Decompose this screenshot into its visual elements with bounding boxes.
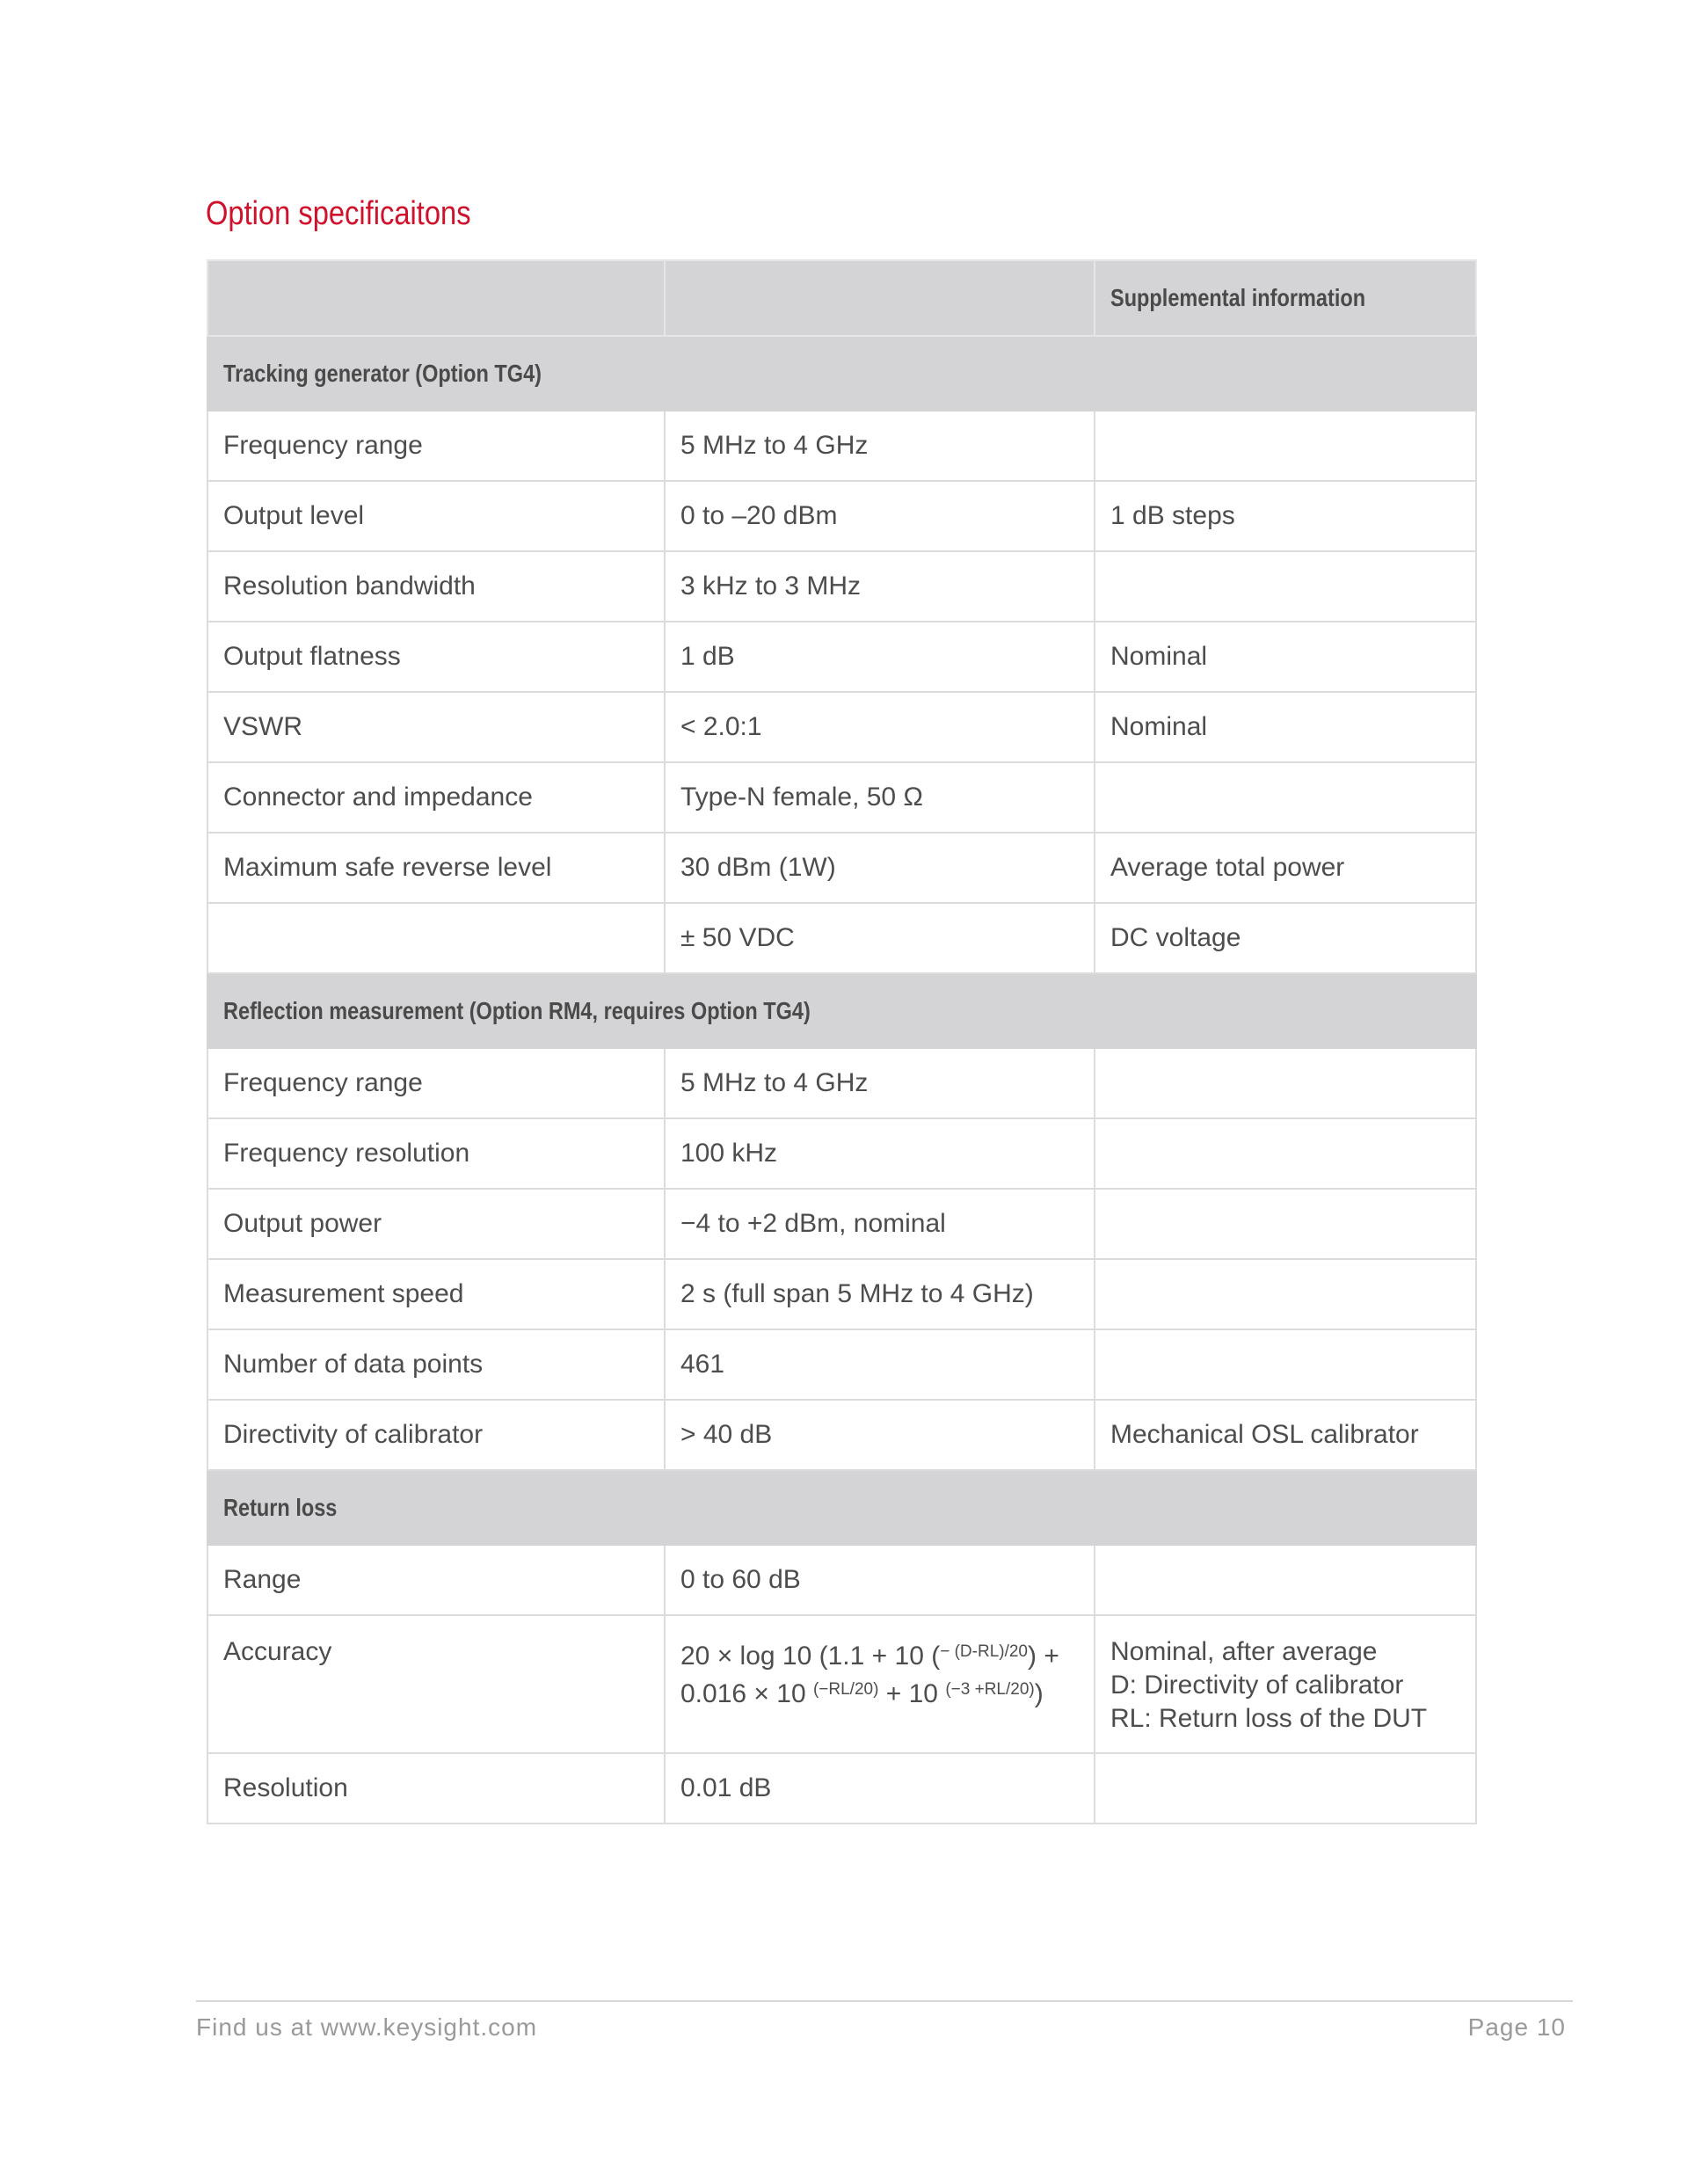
- table-row: [207, 481, 1476, 551]
- section-heading: [207, 336, 1476, 411]
- formula-part: 0.016 × 10: [680, 1679, 813, 1708]
- note-line: RL: Return loss of the DUT: [1110, 1704, 1428, 1733]
- value-cell: 0 to –20 dBm: [665, 481, 1095, 551]
- formula-part: + 10: [878, 1679, 946, 1708]
- value-cell: 0 to 60 dB: [665, 1545, 1095, 1615]
- supplemental-cell: Average total power: [1095, 833, 1476, 903]
- footer-website[interactable]: Find us at www.keysight.com: [196, 2013, 538, 2041]
- value-cell: Type-N female, 50 Ω: [665, 762, 1095, 833]
- section-header-row: [207, 1470, 1476, 1545]
- value-cell: 0.01 dB: [665, 1753, 1095, 1824]
- formula-exponent: (−RL/20): [812, 1680, 879, 1699]
- parameter-cell: Accuracy: [207, 1615, 665, 1753]
- value-cell: 1 dB: [665, 622, 1095, 692]
- value-cell: < 2.0:1: [665, 692, 1095, 762]
- supplemental-cell: Nominal: [1095, 692, 1476, 762]
- note-line: Nominal, after average: [1110, 1637, 1378, 1666]
- parameter-cell: Output flatness: [207, 622, 665, 692]
- supplemental-cell: Mechanical OSL calibrator: [1095, 1400, 1476, 1470]
- parameter-cell: Resolution bandwidth: [207, 551, 665, 622]
- table-row: [207, 1259, 1476, 1329]
- parameter-cell: Output level: [207, 481, 665, 551]
- supplemental-cell: [1095, 1329, 1476, 1400]
- header-cell-supplemental: Supplemental information: [1095, 260, 1476, 336]
- supplemental-cell: 1 dB steps: [1095, 481, 1476, 551]
- accuracy-notes: [1095, 1615, 1476, 1753]
- parameter-cell: Range: [207, 1545, 665, 1615]
- supplemental-cell: [1095, 551, 1476, 622]
- parameter-cell: VSWR: [207, 692, 665, 762]
- page-number: Page 10: [1467, 2013, 1566, 2041]
- table-row: [207, 1048, 1476, 1118]
- table-row: [207, 1189, 1476, 1259]
- parameter-cell: Frequency resolution: [207, 1118, 665, 1189]
- table-row: [207, 1400, 1476, 1470]
- formula-part: ): [1034, 1679, 1044, 1708]
- value-cell: 461: [665, 1329, 1095, 1400]
- value-cell: ± 50 VDC: [665, 903, 1095, 973]
- parameter-cell: Frequency range: [207, 1048, 665, 1118]
- formula-part: 20 × log 10 (1.1 + 10 (: [680, 1642, 941, 1671]
- section-heading-text: Tracking generator (Option TG4): [223, 359, 542, 387]
- parameter-cell: Measurement speed: [207, 1259, 665, 1329]
- supplemental-cell: [1095, 1259, 1476, 1329]
- section-header-row: [207, 973, 1476, 1048]
- supplemental-cell: [1095, 1048, 1476, 1118]
- section-heading-text: Reflection measurement (Option RM4, requires Option TG4): [223, 996, 811, 1024]
- value-cell: 5 MHz to 4 GHz: [665, 1048, 1095, 1118]
- supplemental-cell: [1095, 411, 1476, 481]
- page-title: Option specificaitons: [206, 195, 471, 232]
- supplemental-cell: [1095, 1545, 1476, 1615]
- parameter-cell: Resolution: [207, 1753, 665, 1824]
- value-cell: 3 kHz to 3 MHz: [665, 551, 1095, 622]
- supplemental-cell: Nominal: [1095, 622, 1476, 692]
- formula-exponent: (−3 +RL/20): [945, 1680, 1035, 1699]
- value-cell: 30 dBm (1W): [665, 833, 1095, 903]
- table-row: [207, 833, 1476, 903]
- accuracy-formula: [665, 1615, 1095, 1753]
- parameter-cell: Connector and impedance: [207, 762, 665, 833]
- header-cell: [665, 260, 1095, 336]
- table-row: [207, 903, 1476, 973]
- value-cell: 100 kHz: [665, 1118, 1095, 1189]
- supplemental-cell: [1095, 1118, 1476, 1189]
- section-heading: [207, 1470, 1476, 1545]
- footer-divider: [196, 2000, 1573, 2002]
- parameter-cell: Maximum safe reverse level: [207, 833, 665, 903]
- table-row: [207, 411, 1476, 481]
- parameter-cell: [207, 903, 665, 973]
- value-cell: > 40 dB: [665, 1400, 1095, 1470]
- parameter-cell: Number of data points: [207, 1329, 665, 1400]
- table-row-accuracy: [207, 1615, 1476, 1753]
- supplemental-cell: [1095, 1189, 1476, 1259]
- parameter-cell: Output power: [207, 1189, 665, 1259]
- table-row: [207, 1753, 1476, 1824]
- section-heading: [207, 973, 1476, 1048]
- option-spec-table: [207, 259, 1477, 1824]
- note-line: D: Directivity of calibrator: [1110, 1671, 1404, 1700]
- supplemental-cell: [1095, 1753, 1476, 1824]
- table-row: [207, 762, 1476, 833]
- formula-exponent: − (D-RL)/20: [940, 1642, 1028, 1661]
- section-header-row: [207, 336, 1476, 411]
- supplemental-cell: [1095, 762, 1476, 833]
- parameter-cell: Frequency range: [207, 411, 665, 481]
- table-row: [207, 1545, 1476, 1615]
- value-cell: 5 MHz to 4 GHz: [665, 411, 1095, 481]
- table-row: [207, 692, 1476, 762]
- formula-part: ) +: [1028, 1642, 1059, 1671]
- parameter-cell: Directivity of calibrator: [207, 1400, 665, 1470]
- value-cell: 2 s (full span 5 MHz to 4 GHz): [665, 1259, 1095, 1329]
- table-header-row: [207, 260, 1476, 336]
- section-heading-text: Return loss: [223, 1493, 338, 1521]
- header-cell: [207, 260, 665, 336]
- table-row: [207, 622, 1476, 692]
- table-row: [207, 1329, 1476, 1400]
- table-row: [207, 1118, 1476, 1189]
- table-row: [207, 551, 1476, 622]
- supplemental-cell: DC voltage: [1095, 903, 1476, 973]
- value-cell: −4 to +2 dBm, nominal: [665, 1189, 1095, 1259]
